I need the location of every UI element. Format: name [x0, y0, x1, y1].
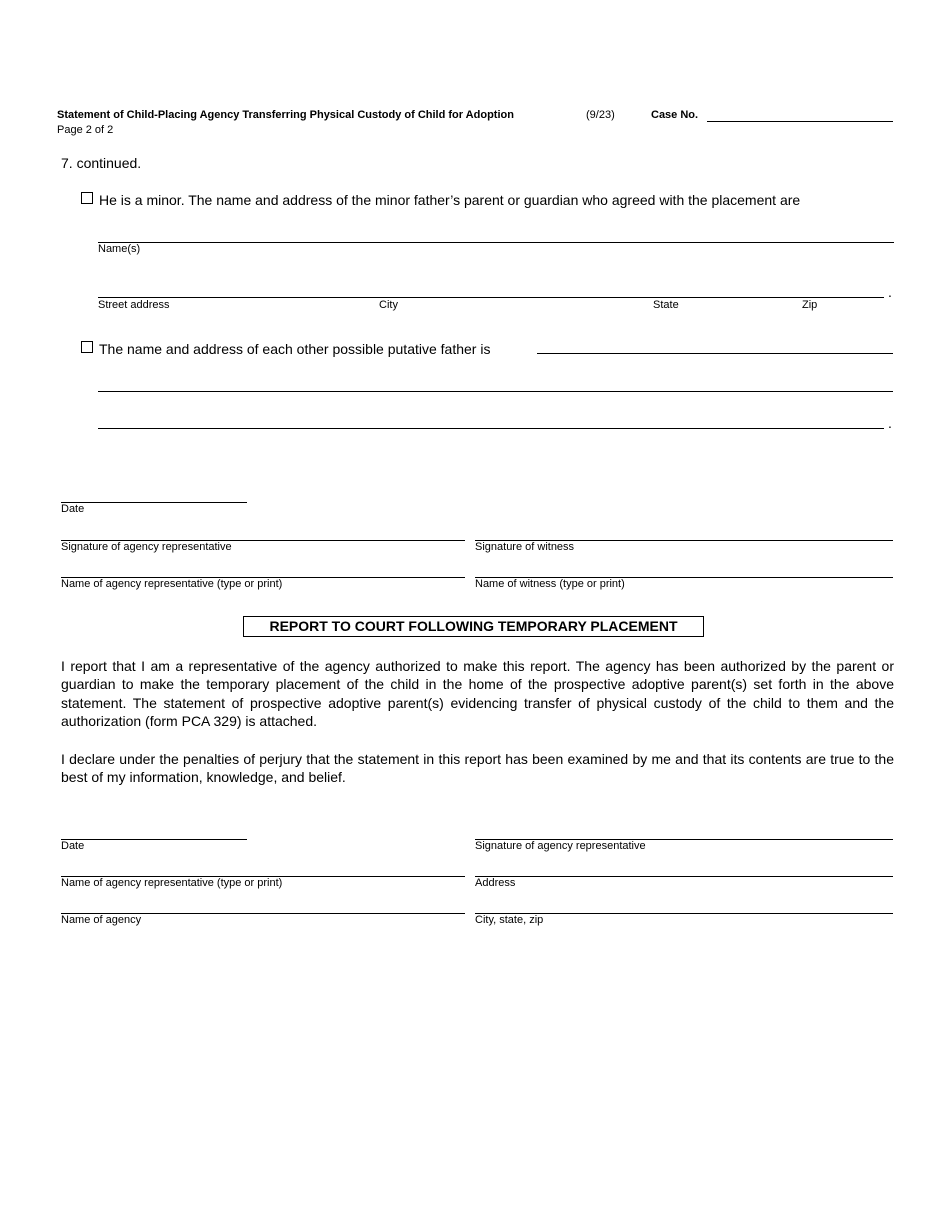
city-state-zip-label: City, state, zip [475, 914, 544, 926]
agency-rep-name-label-2: Name of agency representative (type or print) [61, 877, 283, 889]
agency-rep-name-label-1: Name of agency representative (type or print) [61, 578, 283, 590]
case-no-field[interactable] [707, 121, 893, 122]
other-father-option-text: The name and address of each other possible putative father is [99, 341, 491, 357]
state-label: State [653, 299, 679, 311]
street-address-label: Street address [98, 299, 170, 311]
guardian-address-field[interactable] [98, 297, 884, 298]
witness-name-label: Name of witness (type or print) [475, 578, 625, 590]
date-field-1[interactable] [61, 502, 247, 503]
case-no-label: Case No. [651, 109, 699, 121]
page-number: Page 2 of 2 [57, 124, 114, 136]
date-label-2: Date [61, 840, 85, 852]
report-paragraph-1: I report that I am a representative of the agency authorized to make this report. The agency has been authorized by the parent or guardian to make the temporary placement of the child in the home of the prospective adoptive parent(s) set forth in the above statement. The statement of prospective adoptive parent(s) evidencing transfer of physical custody of the child to them and the authorization (form PCA 329) is attached. [61, 658, 894, 729]
report-paragraph-2: I declare under the penalties of perjury that the statement in this report has been examined by me and that its contents are true to the best of my information, knowledge, and belief. [61, 751, 894, 786]
other-father-field-3[interactable] [98, 428, 884, 429]
guardian-names-field[interactable] [98, 242, 894, 243]
address-field[interactable] [475, 876, 893, 877]
report-heading: REPORT TO COURT FOLLOWING TEMPORARY PLACEMENT [243, 616, 704, 637]
other-father-field-1[interactable] [537, 353, 893, 354]
agency-signature-label-1: Signature of agency representative [61, 541, 232, 553]
names-label: Name(s) [98, 243, 141, 255]
other-father-field-2[interactable] [98, 391, 893, 392]
date-label-1: Date [61, 503, 85, 515]
date-field-2[interactable] [61, 839, 247, 840]
minor-father-checkbox[interactable] [81, 192, 93, 204]
other-father-checkbox[interactable] [81, 341, 93, 353]
section-7-continued: 7. continued. [61, 155, 142, 171]
witness-signature-label: Signature of witness [475, 541, 575, 553]
other-father-period: . [888, 415, 892, 431]
address-period: . [888, 284, 892, 300]
address-label: Address [475, 877, 516, 889]
form-title: Statement of Child-Placing Agency Transferring Physical Custody of Child for Adoption [57, 109, 514, 121]
agency-name-label: Name of agency [61, 914, 142, 926]
city-label: City [379, 299, 398, 311]
form-revision: (9/23) [586, 109, 615, 121]
agency-signature-label-2: Signature of agency representative [475, 840, 646, 852]
zip-label: Zip [802, 299, 818, 311]
minor-father-option-text: He is a minor. The name and address of the minor father’s parent or guardian who agreed with the placement are [99, 192, 801, 208]
